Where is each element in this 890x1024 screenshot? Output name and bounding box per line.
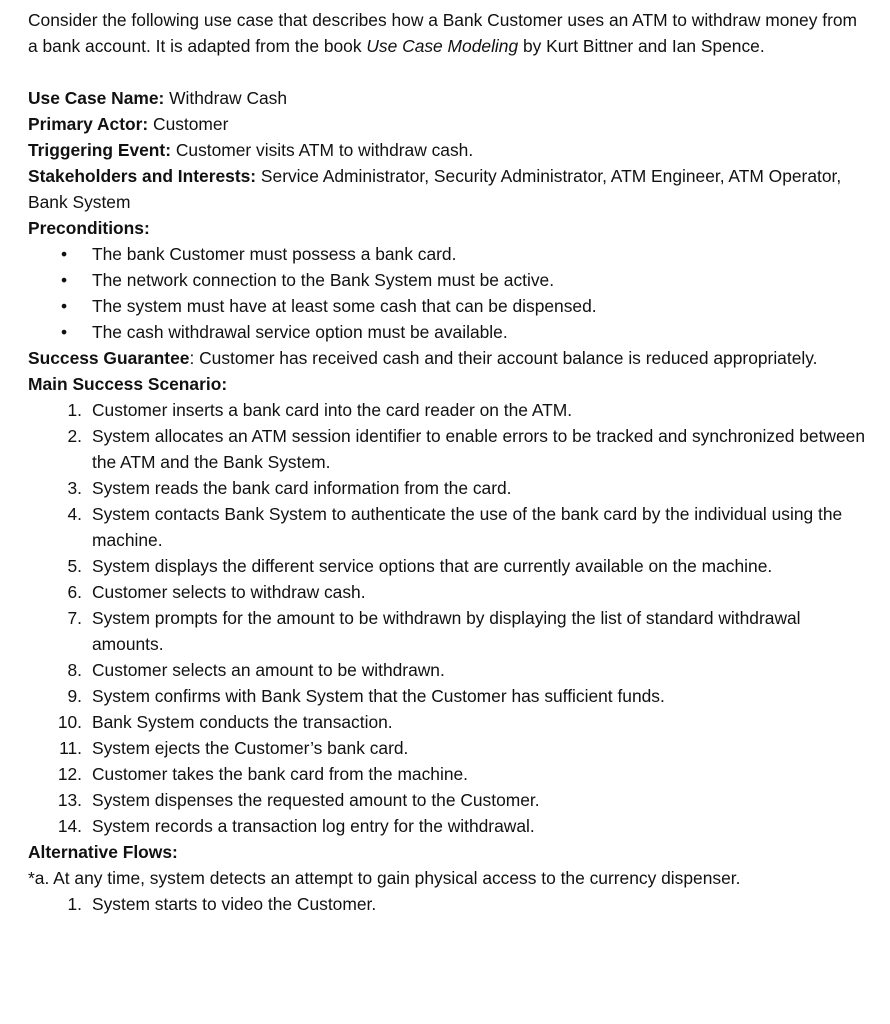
step-number: 4. bbox=[67, 504, 82, 524]
step-number: 6. bbox=[67, 582, 82, 602]
main-scenario-list bbox=[28, 397, 870, 839]
list-item bbox=[28, 761, 870, 787]
step-number: 11. bbox=[59, 738, 82, 758]
preconditions-list bbox=[28, 241, 870, 345]
precondition-text: The network connection to the Bank System must be active. bbox=[92, 270, 555, 290]
use-case-name-line bbox=[28, 85, 870, 111]
step-text: System displays the different service options that are currently available on the machine. bbox=[92, 556, 773, 576]
triggering-event-line bbox=[28, 137, 870, 163]
precondition-text: The bank Customer must possess a bank card. bbox=[92, 244, 457, 264]
step-number: 10. bbox=[57, 712, 82, 732]
stakeholders-line bbox=[28, 163, 870, 215]
intro-paragraph bbox=[28, 7, 870, 59]
step-text: System starts to video the Customer. bbox=[92, 894, 377, 914]
step-text: System dispenses the requested amount to the Customer. bbox=[92, 790, 540, 810]
list-item bbox=[28, 605, 870, 657]
primary-actor-label: Primary Actor: bbox=[28, 114, 149, 134]
triggering-event-value: Customer visits ATM to withdraw cash. bbox=[171, 140, 474, 160]
stakeholders-label: Stakeholders and Interests: bbox=[28, 166, 257, 186]
step-number: 2. bbox=[67, 426, 82, 446]
step-number: 3. bbox=[67, 478, 82, 498]
success-guarantee-label: Success Guarantee bbox=[28, 348, 190, 368]
list-item bbox=[28, 657, 870, 683]
step-text: System ejects the Customer’s bank card. bbox=[92, 738, 409, 758]
list-item bbox=[28, 475, 870, 501]
bullet-icon: • bbox=[61, 244, 68, 264]
step-text: System confirms with Bank System that the Customer has sufficient funds. bbox=[92, 686, 665, 706]
step-number: 5. bbox=[67, 556, 82, 576]
list-item bbox=[28, 579, 870, 605]
triggering-event-label: Triggering Event: bbox=[28, 140, 172, 160]
step-text: Customer selects to withdraw cash. bbox=[92, 582, 366, 602]
list-item bbox=[28, 241, 870, 267]
use-case-name-label: Use Case Name: bbox=[28, 88, 165, 108]
intro-text-start: Consider the following use case that describes how a Bank Customer uses an ATM to withdraw money from a bank account. It is adapted from the book bbox=[28, 10, 858, 56]
success-guarantee-value: : Customer has received cash and their account balance is reduced appropriately. bbox=[189, 348, 818, 368]
primary-actor-line bbox=[28, 111, 870, 137]
list-item bbox=[28, 683, 870, 709]
step-number: 1. bbox=[67, 400, 82, 420]
list-item bbox=[28, 891, 870, 917]
list-item bbox=[28, 735, 870, 761]
intro-text-end: by Kurt Bittner and Ian Spence. bbox=[518, 36, 765, 56]
stakeholders-value: Service Administrator, Security Administrator, ATM Engineer, ATM Operator, Bank System bbox=[28, 166, 842, 212]
book-title: Use Case Modeling bbox=[366, 36, 519, 56]
success-guarantee-line bbox=[28, 345, 870, 371]
alternative-flow-a: *a. At any time, system detects an attempt to gain physical access to the currency dispenser. bbox=[28, 868, 741, 888]
step-text: System reads the bank card information from the card. bbox=[92, 478, 512, 498]
step-text: System prompts for the amount to be withdrawn by displaying the list of standard withdrawal amounts. bbox=[92, 608, 801, 654]
step-number: 7. bbox=[67, 608, 82, 628]
primary-actor-value: Customer bbox=[148, 114, 229, 134]
list-item bbox=[28, 319, 870, 345]
alternative-flow-steps bbox=[28, 891, 870, 917]
list-item bbox=[28, 423, 870, 475]
step-number: 1. bbox=[67, 894, 82, 914]
step-number: 8. bbox=[67, 660, 82, 680]
step-text: Customer inserts a bank card into the card reader on the ATM. bbox=[92, 400, 573, 420]
list-item bbox=[28, 501, 870, 553]
list-item bbox=[28, 267, 870, 293]
alternative-flows-heading: Alternative Flows: bbox=[28, 842, 178, 862]
step-text: System contacts Bank System to authenticate the use of the bank card by the individual using the machine. bbox=[92, 504, 843, 550]
list-item bbox=[28, 787, 870, 813]
step-text: System allocates an ATM session identifier to enable errors to be tracked and synchronized between the ATM and the Bank System. bbox=[92, 426, 866, 472]
precondition-text: The cash withdrawal service option must be available. bbox=[92, 322, 508, 342]
list-item bbox=[28, 709, 870, 735]
step-text: Customer selects an amount to be withdrawn. bbox=[92, 660, 445, 680]
bullet-icon: • bbox=[61, 296, 68, 316]
list-item bbox=[28, 813, 870, 839]
step-number: 9. bbox=[67, 686, 82, 706]
preconditions-heading: Preconditions: bbox=[28, 218, 150, 238]
list-item bbox=[28, 293, 870, 319]
step-number: 12. bbox=[57, 764, 82, 784]
step-text: Customer takes the bank card from the machine. bbox=[92, 764, 469, 784]
step-number: 13. bbox=[57, 790, 82, 810]
precondition-text: The system must have at least some cash that can be dispensed. bbox=[92, 296, 597, 316]
main-scenario-heading: Main Success Scenario: bbox=[28, 374, 228, 394]
step-text: Bank System conducts the transaction. bbox=[92, 712, 393, 732]
list-item bbox=[28, 397, 870, 423]
step-text: System records a transaction log entry for the withdrawal. bbox=[92, 816, 535, 836]
bullet-icon: • bbox=[61, 322, 68, 342]
step-number: 14. bbox=[57, 816, 82, 836]
bullet-icon: • bbox=[61, 270, 68, 290]
list-item bbox=[28, 553, 870, 579]
use-case-name-value: Withdraw Cash bbox=[164, 88, 288, 108]
